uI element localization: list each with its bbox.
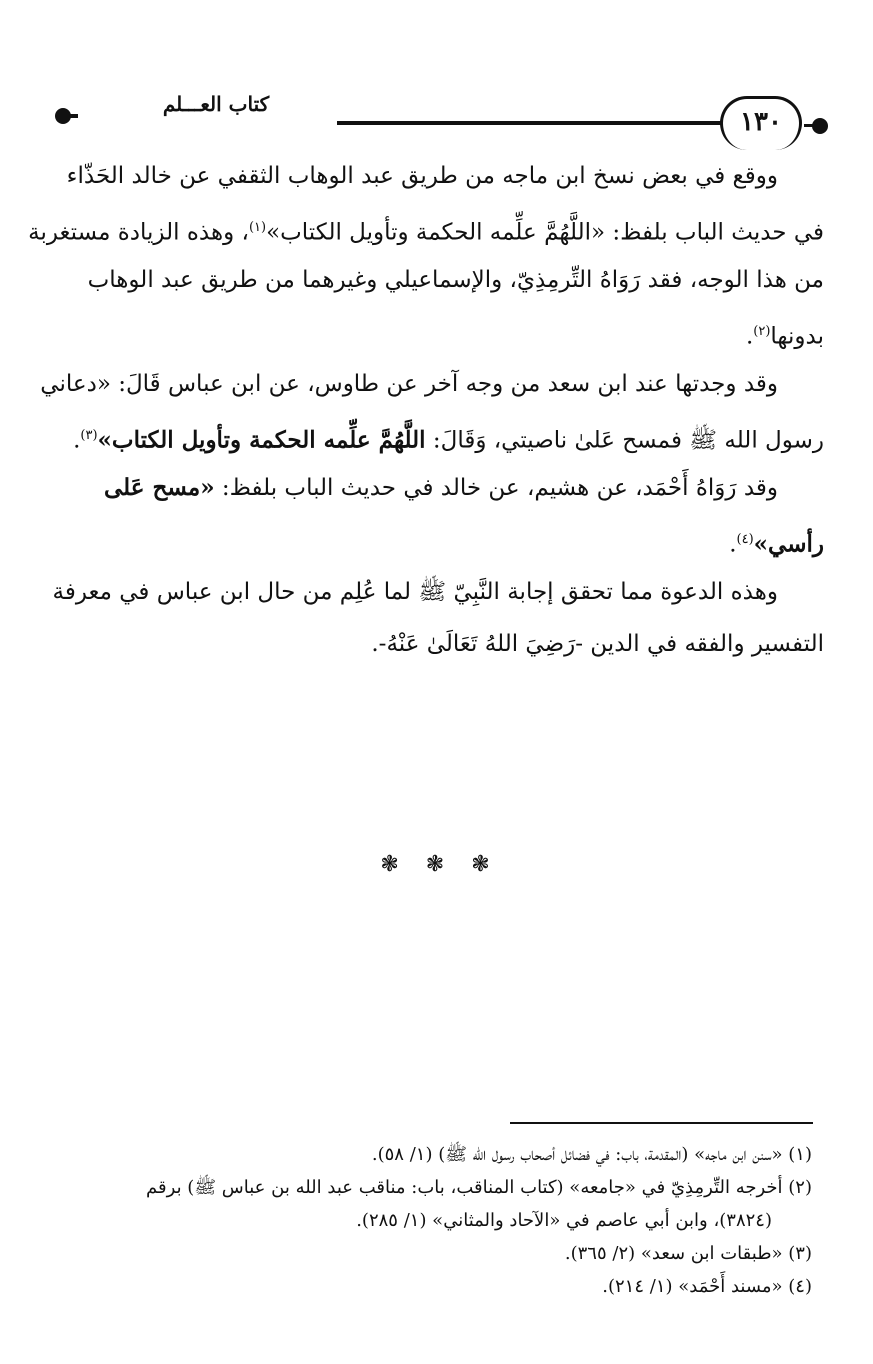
text-span: .: [73, 427, 81, 454]
text-span: من هذا الوجه، فقد رَوَاهُ التِّرمِذِيّ، والإسماعيلي وغيرهما من طريق عبد الوهاب: [87, 267, 824, 293]
header-ornament-right: [812, 118, 828, 134]
footnote: (٣) «طبقات ابن سعد» (٢/ ٣٦٥).: [564, 1243, 812, 1264]
text-line: [52, 306, 824, 358]
text-span: .: [729, 531, 737, 558]
text-span: .: [745, 323, 754, 350]
text-span: وقد وجدتها عند ابن سعد من وجه آخر عن طاوس، عن ابن عباس قَالَ: «دعاني: [40, 371, 778, 397]
bold-quote: «مسح عَلى: [104, 474, 215, 501]
text-line: [52, 618, 824, 670]
text-line: [28, 202, 824, 254]
text-span: بدونها: [770, 323, 824, 350]
text-line: [52, 254, 824, 306]
header-rule: [337, 121, 722, 125]
footnote: (١) «سنن ابن ماجه» (المقدمة، باب: في فضائل أصحاب رسول الله ﷺ) (١/ ٥٨).: [371, 1144, 812, 1165]
text-span: في حديث الباب بلفظ: «اللَّهُمَّ علِّمه الحكمة وتأويل الكتاب»: [266, 219, 824, 246]
text-span: ، وهذه الزيادة مستغربة: [28, 219, 249, 246]
page-header: [0, 0, 873, 160]
text-span: رسول الله ﷺ فمسح عَلىٰ ناصيتي، وَقَالَ:: [432, 427, 824, 454]
text-line: [52, 410, 824, 462]
header-rule-left: [64, 114, 78, 118]
text-span: وقد رَوَاهُ أَحْمَد، عن هشيم، عن خالد في حديث الباب بلفظ:: [221, 475, 778, 501]
section-separator: ❃ ❃ ❃: [380, 852, 500, 877]
text-line: [52, 462, 824, 514]
footnote-ref: (٣): [80, 428, 98, 443]
footnotes: [36, 1138, 812, 1303]
text-span: وهذه الدعوة مما تحقق إجابة النَّبِيّ ﷺ لما عُلِم من حال ابن عباس في معرفة: [52, 579, 778, 605]
bold-quote: رأسي»: [753, 530, 824, 558]
footnote-divider: [510, 1122, 813, 1124]
text-span: ووقع في بعض نسخ ابن ماجه من طريق عبد الوهاب الثقفي عن خالد الحَذّاء: [66, 163, 778, 189]
main-text: [28, 150, 824, 670]
footnote: (٤) «مسند أَحْمَد» (١/ ٢١٤).: [602, 1276, 812, 1297]
text-line: [40, 358, 824, 410]
footnote: (٢) أخرجه التِّرمِذِيّ في «جامعه» (كتاب المناقب، باب: مناقب عبد الله بن عباس ﷺ) برقم: [146, 1177, 812, 1198]
footnote-ref: (٤): [736, 532, 754, 547]
footnote-ref: (١): [248, 220, 267, 235]
text-line: [52, 150, 824, 202]
text-line: [52, 566, 824, 618]
footnote-continuation: (٣٨٢٤)، وابن أبي عاصم في «الآحاد والمثاني» (١/ ٢٨٥).: [356, 1210, 772, 1231]
page-number: ١٣٠: [740, 107, 782, 137]
bold-quote: اللَّهُمَّ علِّمه الحكمة وتأويل الكتاب»: [97, 426, 426, 454]
text-line: [52, 514, 824, 566]
text-span: التفسير والفقه في الدين -رَضِيَ اللهُ تَعَالَىٰ عَنْهُ-.: [371, 631, 824, 657]
book-title: كتاب العـــلم: [162, 92, 270, 116]
footnote-ref: (٢): [753, 324, 771, 339]
